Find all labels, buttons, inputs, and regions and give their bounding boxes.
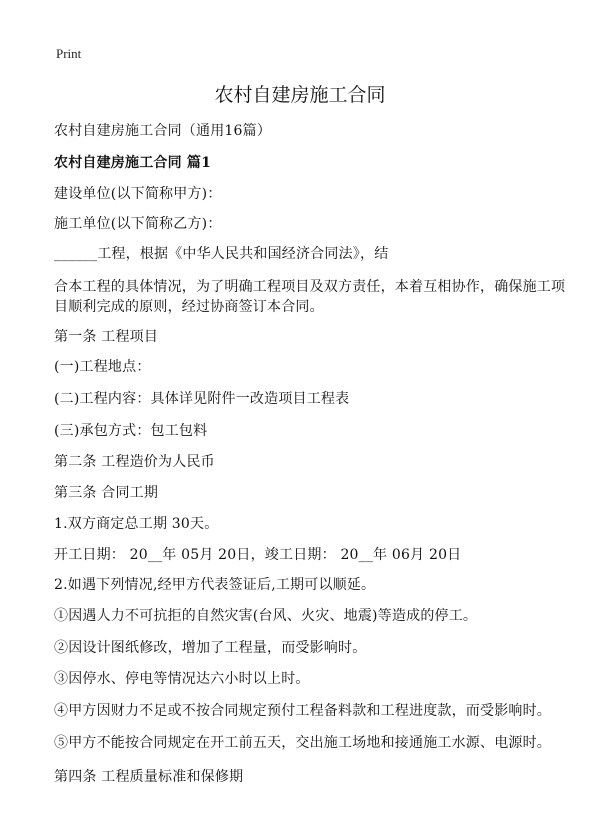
- paragraph-line: ______工程，根据《中华人民共和国经济合同法》，结: [54, 246, 389, 262]
- print-label: Print: [56, 46, 82, 61]
- paragraph-line: 合本工程的具体情况，为了明确工程项目及双方责任，本着互相协作，确保施工项: [54, 279, 566, 295]
- clause-line: (二)工程内容：具体详见附件一改造项目工程表: [54, 391, 350, 407]
- article-heading: 第二条 工程造价为人民币: [54, 454, 215, 470]
- clause-line: 1.双方商定总工期 30天。: [54, 516, 219, 532]
- clause-line: (三)承包方式：包工包料: [54, 423, 208, 439]
- list-item: ⑤甲方不能按合同规定在开工前五天，交出施工场地和接通施工水源、电源时。: [54, 735, 551, 751]
- list-item: ④甲方因财力不足或不按合同规定预付工程备料款和工程进度款，而受影响时。: [54, 703, 551, 719]
- clause-line: 2.如遇下列情况,经甲方代表签证后,工期可以顺延。: [54, 577, 376, 593]
- document-subtitle: 农村自建房施工合同（通用16篇）: [54, 123, 272, 139]
- article-heading: 第三条 合同工期: [54, 485, 159, 501]
- paragraph-line: 目顺利完成的原则，经过协商签订本合同。: [54, 299, 324, 315]
- document-title: 农村自建房施工合同: [214, 84, 386, 106]
- party-b-line: 施工单位(以下简称乙方)：: [54, 216, 222, 232]
- clause-line: 开工日期： 20__年 05月 20日，竣工日期： 20__年 06月 20日: [54, 547, 462, 563]
- list-item: ③因停水、停电等情况达六小时以上时。: [54, 671, 310, 687]
- party-a-line: 建设单位(以下简称甲方)：: [54, 186, 222, 202]
- clause-line: (一)工程地点：: [54, 359, 151, 375]
- list-item: ①因遇人力不可抗拒的自然灾害(台风、火灾、地震)等造成的停工。: [54, 608, 478, 624]
- section-heading: 农村自建房施工合同 篇1: [54, 155, 212, 171]
- article-heading: 第四条 工程质量标准和保修期: [54, 769, 244, 785]
- article-heading: 第一条 工程项目: [54, 329, 159, 345]
- list-item: ②因设计图纸修改，增加了工程量，而受影响时。: [54, 640, 367, 656]
